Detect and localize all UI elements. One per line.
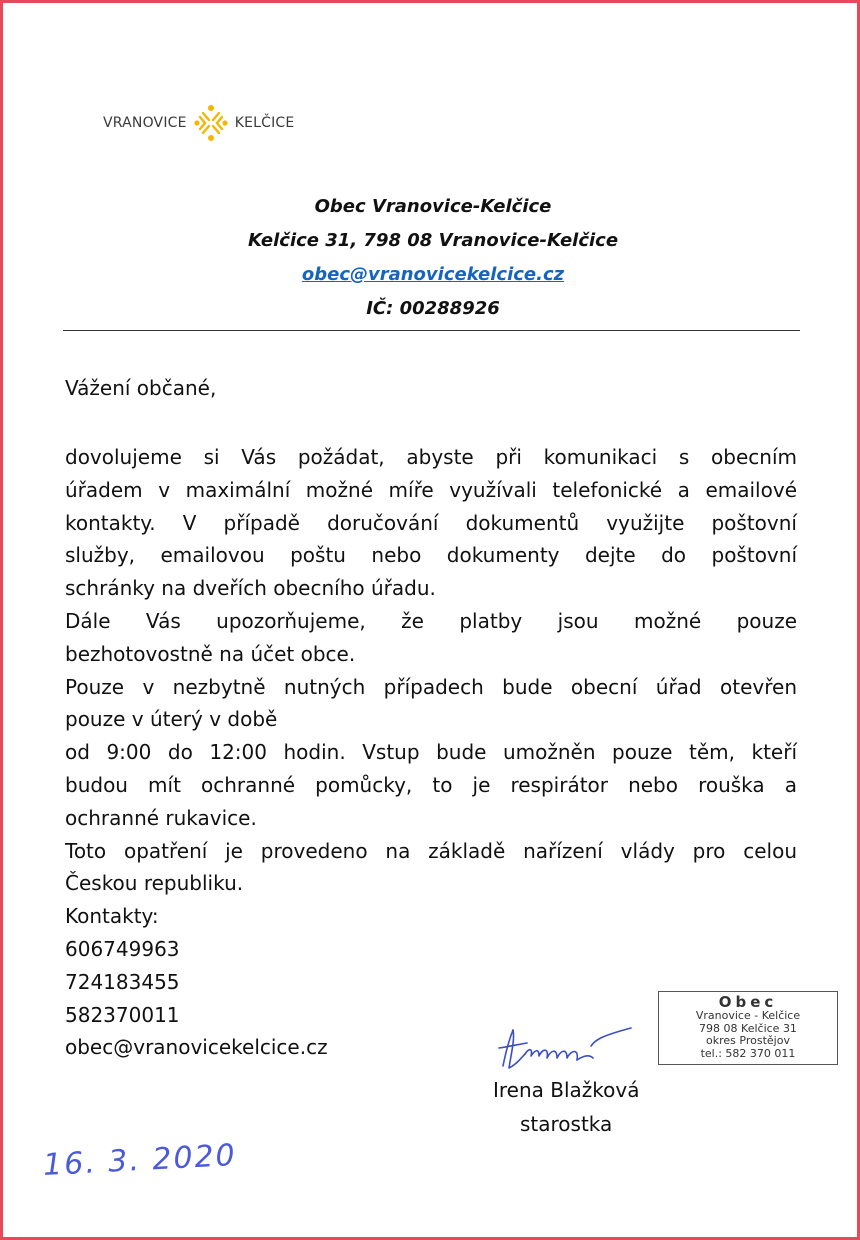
body-line: ochranné rukavice.	[65, 805, 257, 830]
body-line: kontakty. V případě doručování dokumentů využijte poštovní	[65, 510, 797, 535]
stamp-title: Obec	[718, 993, 778, 1011]
contact-phone: 582370011	[65, 1002, 180, 1027]
municipality-logo	[103, 103, 294, 143]
handwritten-signature	[491, 1018, 641, 1078]
municipality-name: Obec Vranovice-Kelčice	[314, 196, 552, 217]
stamp-line: Vranovice - Kelčice	[695, 1009, 801, 1022]
contact-email: obec@vranovicekelcice.cz	[65, 1035, 328, 1060]
body-line: schránky na dveřích obecního úřadu.	[65, 576, 436, 601]
contacts-heading: Kontakty:	[65, 904, 159, 929]
body-line: bezhotovostně na účet obce.	[65, 641, 356, 666]
handwritten-date: 16. 3. 2020	[42, 1137, 238, 1184]
signatory-role: starostka	[520, 1112, 613, 1136]
body-line: pouze v úterý v době	[65, 707, 278, 732]
letterhead	[3, 195, 860, 331]
body-line: úřadem v maximální možné míře využívali telefonické a emailové	[65, 477, 797, 502]
signatory-name: Irena Blažková	[493, 1078, 640, 1102]
header-divider	[63, 330, 800, 331]
body-line: od 9:00 do 12:00 hodin. Vstup bude umožněn pouze těm, kteří	[65, 740, 797, 765]
stamp-line: tel.: 582 370 011	[700, 1046, 796, 1060]
body-line: dovolujeme si Vás požádat, abyste při komunikaci s obecním	[65, 445, 797, 469]
body-line: Pouze v nezbytně nutných případech bude obecní úřad otevřen	[65, 674, 797, 699]
contact-phone: 606749963	[65, 936, 180, 961]
logo-right-text: KELČICE	[234, 115, 295, 131]
stamp-line: okres Prostějov	[706, 1034, 790, 1047]
body-line: Toto opatření je provedeno na základě nařízení vlády pro celou	[65, 838, 797, 863]
official-stamp	[658, 991, 838, 1065]
sun-figures-icon	[193, 103, 229, 143]
letter-body	[65, 441, 797, 1064]
body-line: budou mít ochranné pomůcky, to je respirátor nebo rouška a	[65, 772, 797, 797]
body-line: služby, emailovou poštu nebo dokumenty dejte do poštovní	[65, 543, 797, 568]
salutation: Vážení občané,	[65, 376, 217, 400]
contact-phone: 724183455	[65, 969, 180, 994]
stamp-line: 798 08 Kelčice 31	[699, 1021, 797, 1035]
municipality-address: Kelčice 31, 798 08 Vranovice-Kelčice	[247, 230, 619, 251]
municipality-email-link[interactable]: obec@vranovicekelcice.cz	[301, 264, 565, 285]
logo-left-text: VRANOVICE	[103, 115, 187, 131]
body-line: Českou republiku.	[65, 871, 244, 896]
municipality-id: IČ: 00288926	[366, 298, 500, 319]
body-line: Dále Vás upozorňujeme, že platby jsou možné pouze	[65, 608, 797, 633]
